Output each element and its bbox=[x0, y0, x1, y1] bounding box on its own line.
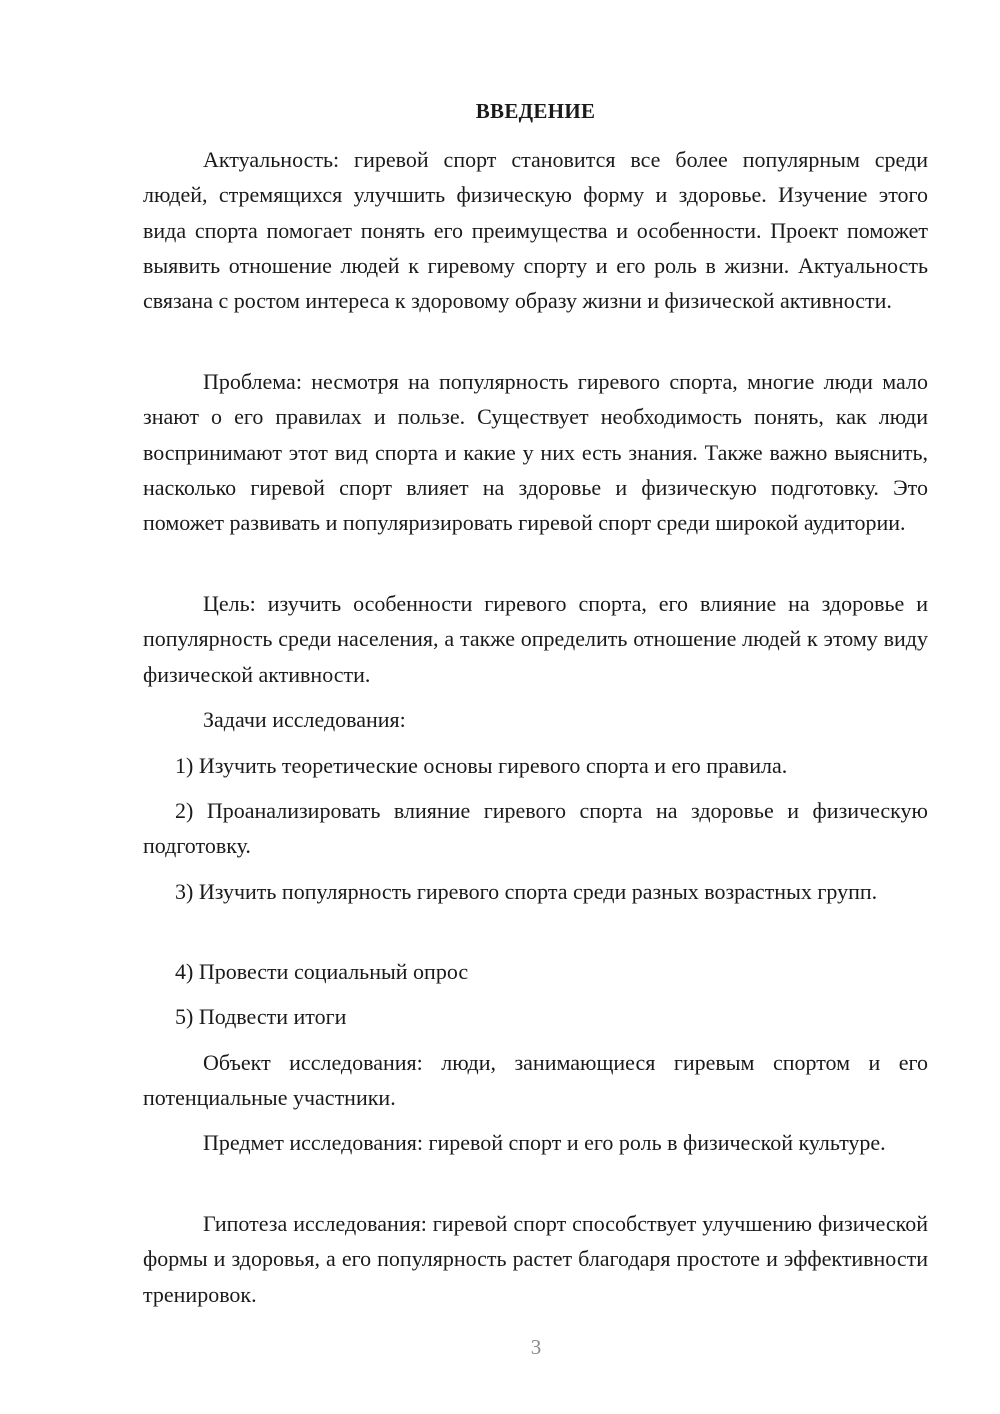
list-item: 5) Подвести итоги bbox=[175, 1004, 347, 1029]
paragraph-subject-block bbox=[143, 1125, 928, 1160]
paragraph-object: Объект исследования: люди, занимающиеся гиревым спортом и его потенциальные участники. bbox=[143, 1050, 928, 1111]
list-item: 3) Изучить популярность гиревого спорта среди разных возрастных групп. bbox=[175, 879, 878, 904]
paragraph-subject: Предмет исследования: гиревой спорт и его роль в физической культуре. bbox=[203, 1130, 886, 1155]
paragraph-goal: Цель: изучить особенности гиревого спорта, его влияние на здоровье и популярность среди населения, а также определить отношение людей к этому виду физической активности. bbox=[143, 591, 928, 687]
paragraph-object-block bbox=[143, 1045, 928, 1116]
list-item: 2) Проанализировать влияние гиревого спорта на здоровье и физическую подготовку. bbox=[143, 798, 928, 859]
page-title: ВВЕДЕНИЕ bbox=[475, 99, 596, 123]
tasks-heading: Задачи исследования: bbox=[203, 707, 406, 732]
task-2-block bbox=[143, 793, 928, 864]
task-5-block bbox=[143, 999, 928, 1034]
paragraph-relevance-block bbox=[143, 142, 928, 318]
list-item: 1) Изучить теоретические основы гиревого спорта и его правила. bbox=[175, 753, 788, 778]
task-1-block bbox=[143, 748, 928, 783]
paragraph-hypothesis: Гипотеза исследования: гиревой спорт способствует улучшению физической формы и здоровья, а его популярность растет благодаря простоте и эффективности тренировок. bbox=[143, 1211, 928, 1307]
page-number: 3 bbox=[530, 1335, 542, 1359]
paragraph-goal-block bbox=[143, 586, 928, 692]
paragraph-hypothesis-block bbox=[143, 1206, 928, 1312]
paragraph-problem-block bbox=[143, 364, 928, 540]
paragraph-relevance: Актуальность: гиревой спорт становится все более популярным среди людей, стремящихся улучшить физическую форму и здоровье. Изучение этого вида спорта помогает понять его преимущества и особенности. Проект поможет выявить отношение людей к гиревому спорту и его роль в жизни. Актуальность связана с ростом интереса к здоровому образу жизни и физической активности. bbox=[143, 147, 928, 314]
paragraph-problem: Проблема: несмотря на популярность гиревого спорта, многие люди мало знают о его правилах и пользе. Существует необходимость понять, как люди воспринимают этот вид спорта и какие у них есть знания. Также важно выяснить, насколько гиревой спорт влияет на здоровье и физическую подготовку. Это поможет развивать и популяризировать гиревой спорт среди широкой аудитории. bbox=[143, 369, 928, 536]
list-item: 4) Провести социальный опрос bbox=[175, 959, 469, 984]
tasks-heading-block bbox=[143, 702, 928, 737]
task-4-block bbox=[143, 954, 928, 989]
task-3-block bbox=[143, 874, 928, 909]
